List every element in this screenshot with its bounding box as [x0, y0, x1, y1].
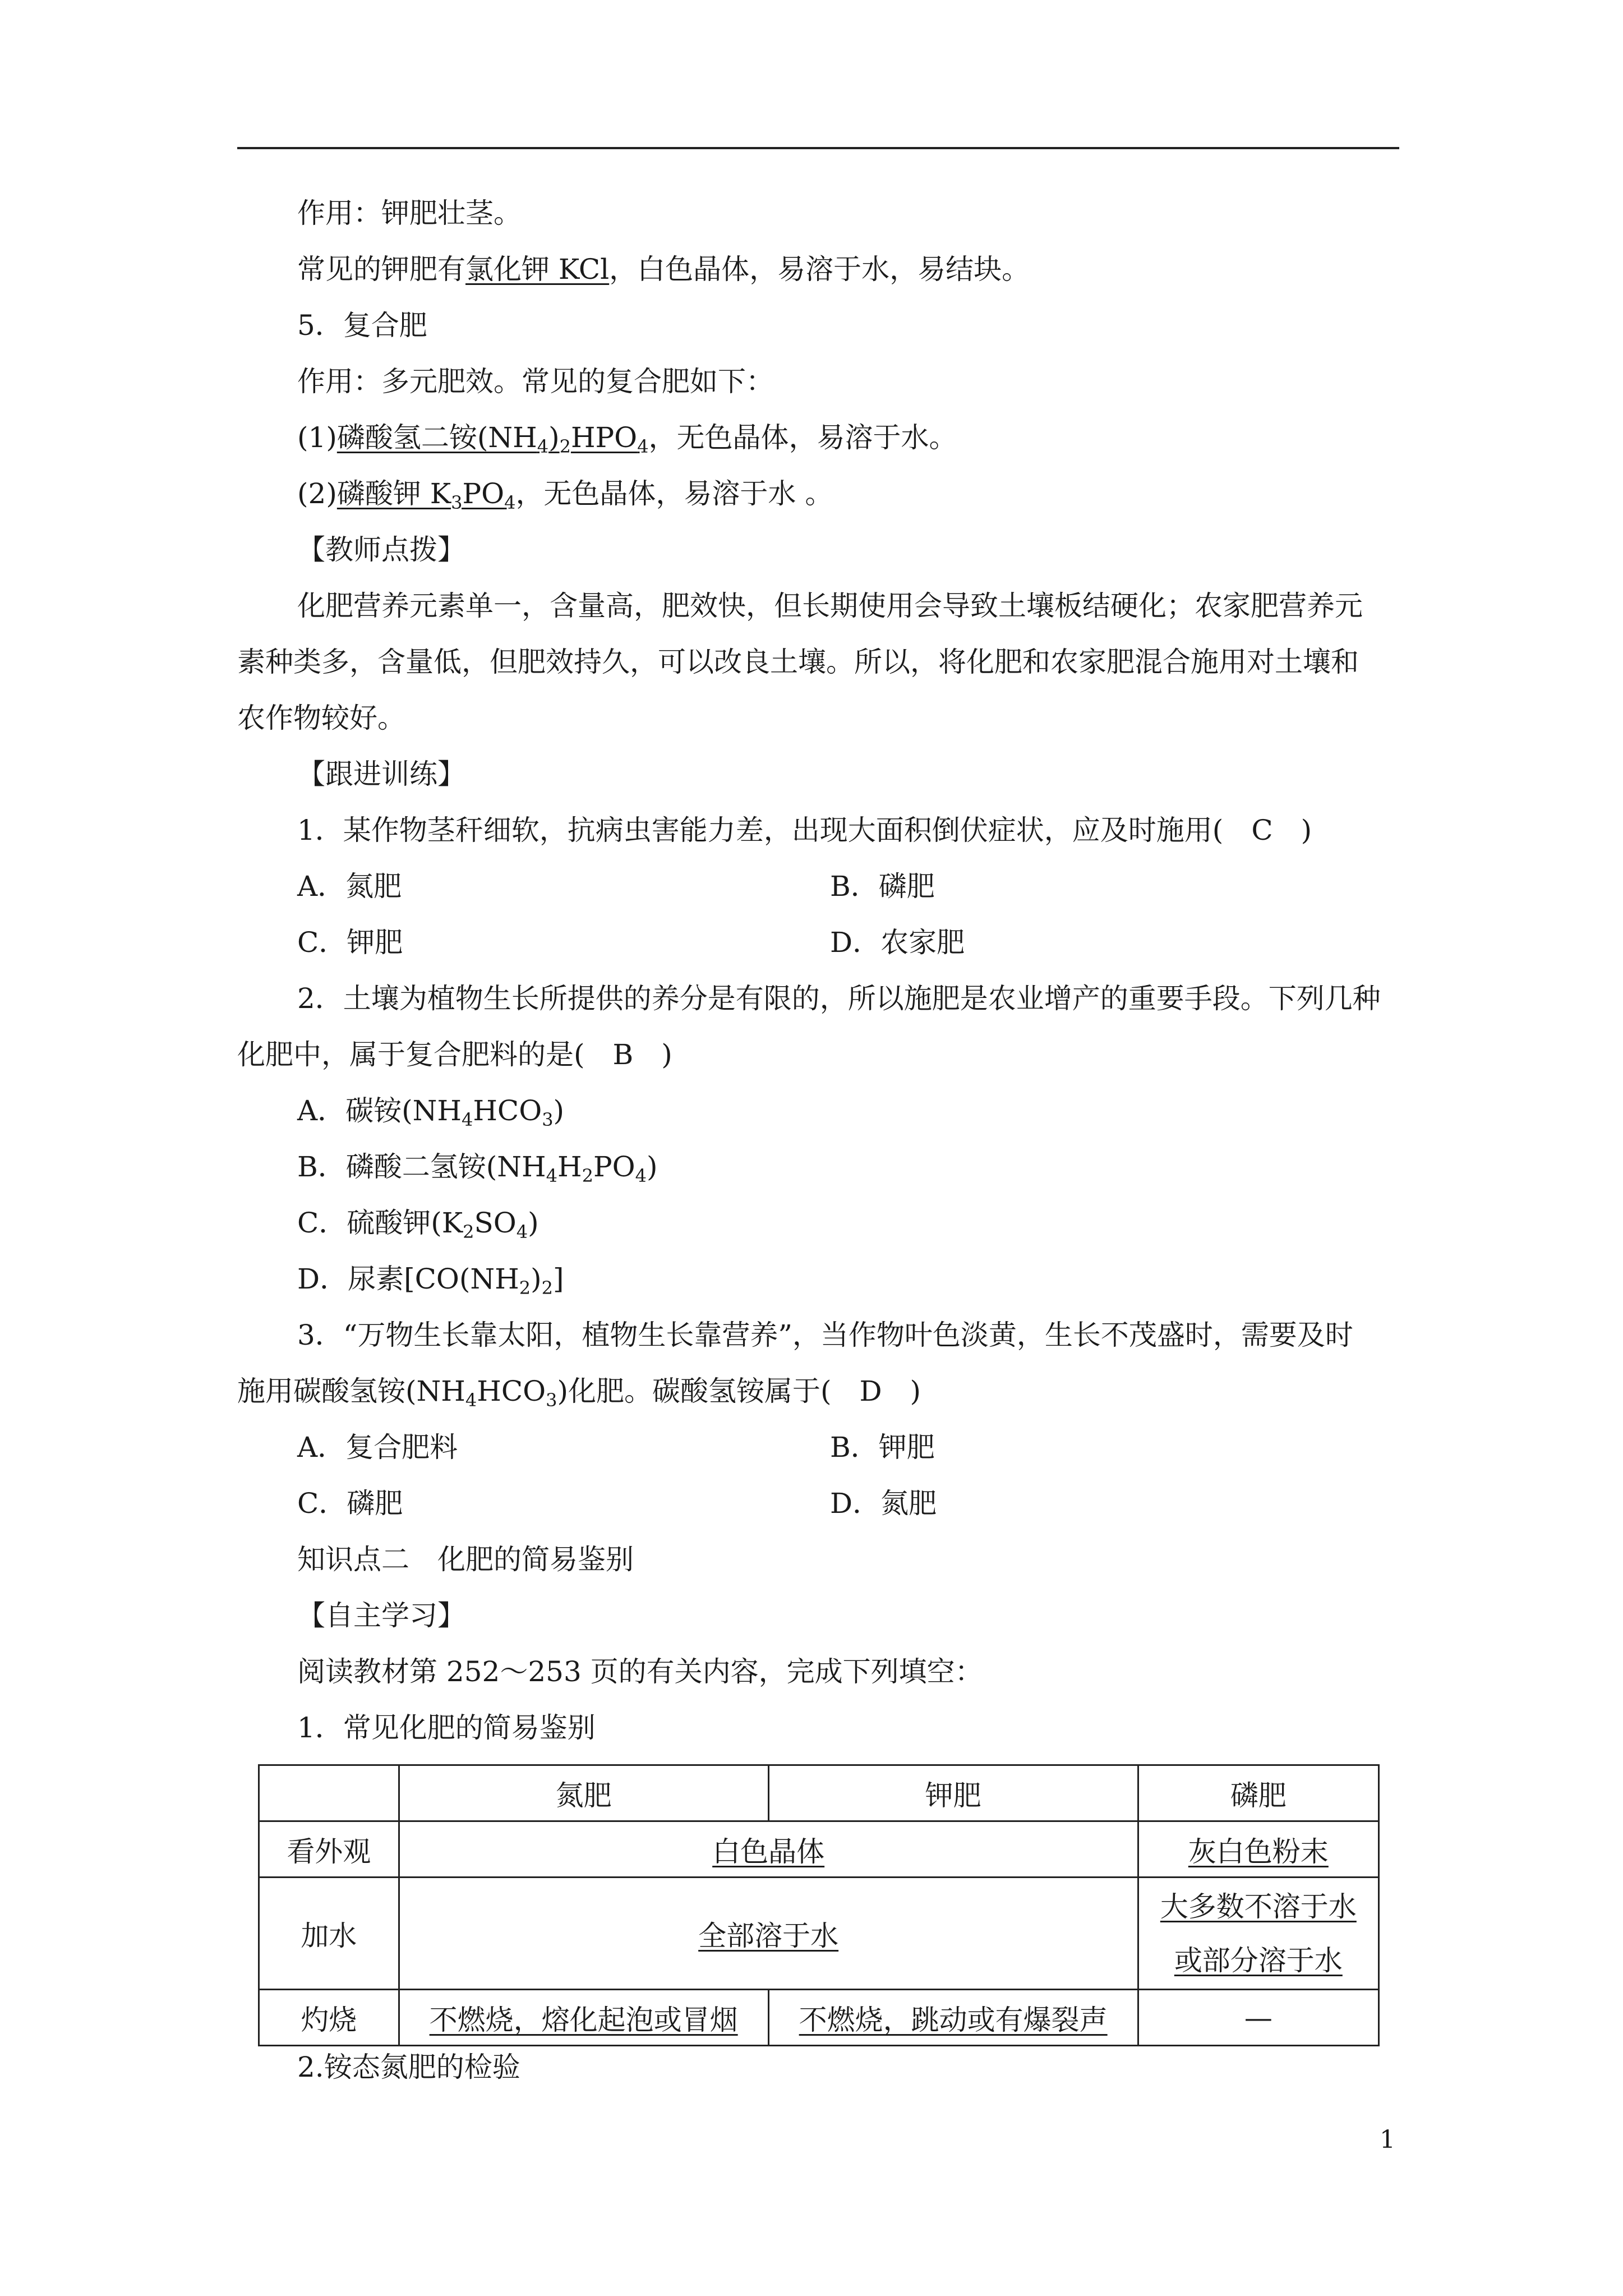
question-text: 2．土壤为植物生长所提供的养分是有限的，所以施肥是农业增产的重要手段。下列几种 — [297, 982, 1381, 1015]
table-cell: 全部溶于水 — [399, 1878, 1138, 1990]
question-text: 施用碳酸氢铵$(NH_4HCO_3)$化肥。碳酸氢铵属于( D ) — [237, 1375, 921, 1411]
row-label: 看外观 — [259, 1821, 399, 1878]
option-c: C．硫酸钾$(K_2SO_4)$ — [297, 1207, 539, 1243]
text-line: (1)磷酸氢二铵$(NH_4)_2HPO_4$，无色晶体，易溶于水。 — [297, 421, 957, 457]
text-line: 作用：多元肥效。常见的复合肥如下： — [297, 365, 774, 398]
option-a: A．碳铵$(NH_4HCO_3)$ — [297, 1094, 565, 1130]
option-d: D．氮肥 — [830, 1487, 937, 1520]
text-line: 素种类多，含量低，但肥效持久，可以改良土壤。所以，将化肥和农家肥混合施用对土壤和 — [237, 646, 1359, 678]
question-text: 3．“万物生长靠太阳，植物生长靠营养”，当作物叶色淡黄，生长不茂盛时，需要及时 — [297, 1319, 1353, 1351]
text-line: 2.铵态氮肥的检验 — [297, 2051, 520, 2083]
text-line: 1．常见化肥的简易鉴别 — [297, 1711, 596, 1744]
table-row — [259, 1765, 1379, 1821]
question-text: 1．某作物茎秆细软，抗病虫害能力差，出现大面积倒伏症状，应及时施用( C ) — [297, 814, 1312, 846]
table-cell: 不燃烧，熔化起泡或冒烟 — [399, 1990, 768, 2046]
text-line: 阅读教材第 252～253 页的有关内容，完成下列填空： — [297, 1655, 983, 1688]
text-line: 作用：钾肥壮茎。 — [297, 197, 522, 229]
table-row — [259, 1878, 1379, 1990]
option-d: D．农家肥 — [830, 926, 965, 959]
text-line: 化肥营养元素单一，含量高，肥效快，但长期使用会导致土壤板结硬化；农家肥营养元 — [297, 590, 1363, 622]
table-cell: 白色晶体 — [399, 1821, 1138, 1878]
section-heading: 【自主学习】 — [297, 1599, 465, 1632]
option-b: B．磷酸二氢铵$(NH_4H_2PO_4)$ — [297, 1151, 658, 1186]
option-d: D．尿素$[CO(NH_2)_2]$ — [297, 1263, 564, 1299]
section-heading: 知识点二 化肥的简易鉴别 — [297, 1543, 634, 1576]
option-a: A．复合肥料 — [297, 1431, 458, 1464]
option-c: C．磷肥 — [297, 1487, 403, 1520]
table-cell: 大多数不溶于水 或部分溶于水 — [1138, 1878, 1378, 1990]
text-line: (2)磷酸钾 $K_3PO_4$，无色晶体，易溶于水 。 — [297, 477, 833, 513]
table-cell: — — [1138, 1990, 1378, 2046]
option-b: B．磷肥 — [830, 870, 935, 903]
fertilizer-identification-table — [258, 1764, 1380, 2046]
table-cell: 不燃烧，跳动或有爆裂声 — [768, 1990, 1138, 2046]
table-header-cell: 钾肥 — [768, 1765, 1138, 1821]
page-number: 1 — [1380, 2125, 1395, 2154]
header-rule — [237, 147, 1399, 149]
table-row — [259, 1990, 1379, 2046]
table-header-cell: 磷肥 — [1138, 1765, 1378, 1821]
row-label: 加水 — [259, 1878, 399, 1990]
text-line: 农作物较好。 — [237, 702, 405, 734]
section-heading: 【跟进训练】 — [297, 758, 465, 790]
table-cell — [259, 1765, 399, 1821]
option-b: B．钾肥 — [830, 1431, 935, 1464]
question-text: 化肥中，属于复合肥料的是( B ) — [237, 1038, 672, 1071]
text-line: 常见的钾肥有氯化钾 KCl，白色晶体，易溶于水，易结块。 — [297, 253, 1030, 286]
row-label: 灼烧 — [259, 1990, 399, 2046]
section-heading: 5．复合肥 — [297, 309, 427, 342]
table-cell: 灰白色粉末 — [1138, 1821, 1378, 1878]
section-heading: 【教师点拨】 — [297, 533, 465, 566]
table-header-cell: 氮肥 — [399, 1765, 768, 1821]
option-a: A．氮肥 — [297, 870, 402, 903]
table-row — [259, 1821, 1379, 1878]
option-c: C．钾肥 — [297, 926, 403, 959]
